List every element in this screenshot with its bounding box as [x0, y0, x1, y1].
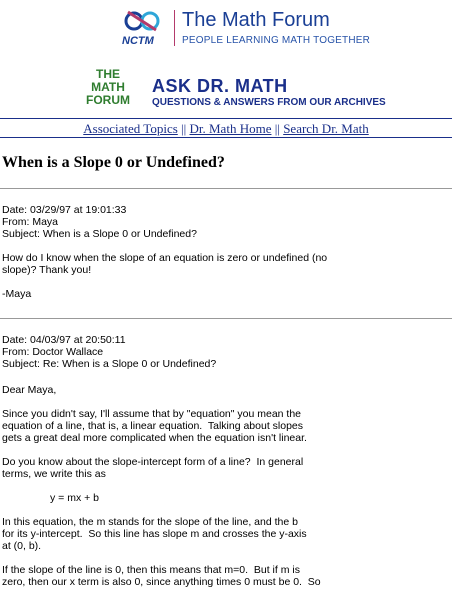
associated-topics-link[interactable]: Associated Topics — [83, 121, 178, 136]
question-body: How do I know when the slope of an equation is zero or undefined (no slope)? Thank you! — [2, 252, 328, 276]
green-logo-line: FORUM — [86, 93, 130, 107]
answer-from: From: Doctor Wallace — [2, 346, 104, 358]
message-divider — [0, 318, 452, 319]
page-title: When is a Slope 0 or Undefined? — [2, 154, 225, 171]
nav-bar — [0, 121, 452, 137]
dr-math-home-link[interactable]: Dr. Math Home — [189, 121, 272, 136]
logo-divider — [174, 10, 175, 46]
green-logo-line: THE — [96, 67, 120, 81]
search-dr-math-link[interactable]: Search Dr. Math — [283, 121, 369, 136]
message-divider — [0, 188, 452, 189]
math-forum-tagline: PEOPLE LEARNING MATH TOGETHER — [182, 35, 371, 46]
answer-subject: Subject: Re: When is a Slope 0 or Undefined? — [2, 358, 217, 370]
question-subject: Subject: When is a Slope 0 or Undefined? — [2, 228, 197, 240]
answer-greeting: Dear Maya, — [2, 384, 57, 396]
answer-paragraph: Since you didn't say, I'll assume that by "equation" you mean the equation of a line, that is, a linear equation. Talking about slopes gets a great deal more complicated when the equation isn't linear. — [2, 408, 307, 444]
nav-bottom-rule — [0, 137, 452, 138]
question-signature: -Maya — [2, 288, 32, 300]
nctm-label: NCTM — [122, 35, 154, 47]
nav-separator: || — [274, 121, 280, 136]
answer-date: Date: 04/03/97 at 20:50:11 — [2, 334, 126, 346]
question-date: Date: 03/29/97 at 19:01:33 — [2, 204, 127, 216]
answer-paragraph: If the slope of the line is 0, then this means that m=0. But if m is zero, then our x term is also 0, since anything times 0 must be 0. So — [2, 564, 321, 588]
math-forum-logo[interactable] — [120, 8, 440, 48]
math-forum-title: The Math Forum — [182, 9, 330, 31]
question-from: From: Maya — [2, 216, 59, 228]
answer-paragraph: Do you know about the slope-intercept form of a line? In general terms, we write this as — [2, 456, 304, 480]
math-forum-green-logo[interactable] — [78, 68, 138, 107]
ask-dr-math-subtitle: QUESTIONS & ANSWERS FROM OUR ARCHIVES — [152, 97, 386, 108]
ask-dr-math-title: ASK DR. MATH — [152, 76, 288, 96]
answer-paragraph: In this equation, the m stands for the slope of the line, and the b for its y-intercept. So this line has slope m and crosses the y-axis at (0, b). — [2, 516, 307, 552]
nav-separator: || — [181, 121, 187, 136]
nav-top-rule — [0, 118, 452, 119]
green-logo-line: MATH — [91, 80, 125, 94]
answer-formula: y = mx + b — [50, 492, 100, 504]
